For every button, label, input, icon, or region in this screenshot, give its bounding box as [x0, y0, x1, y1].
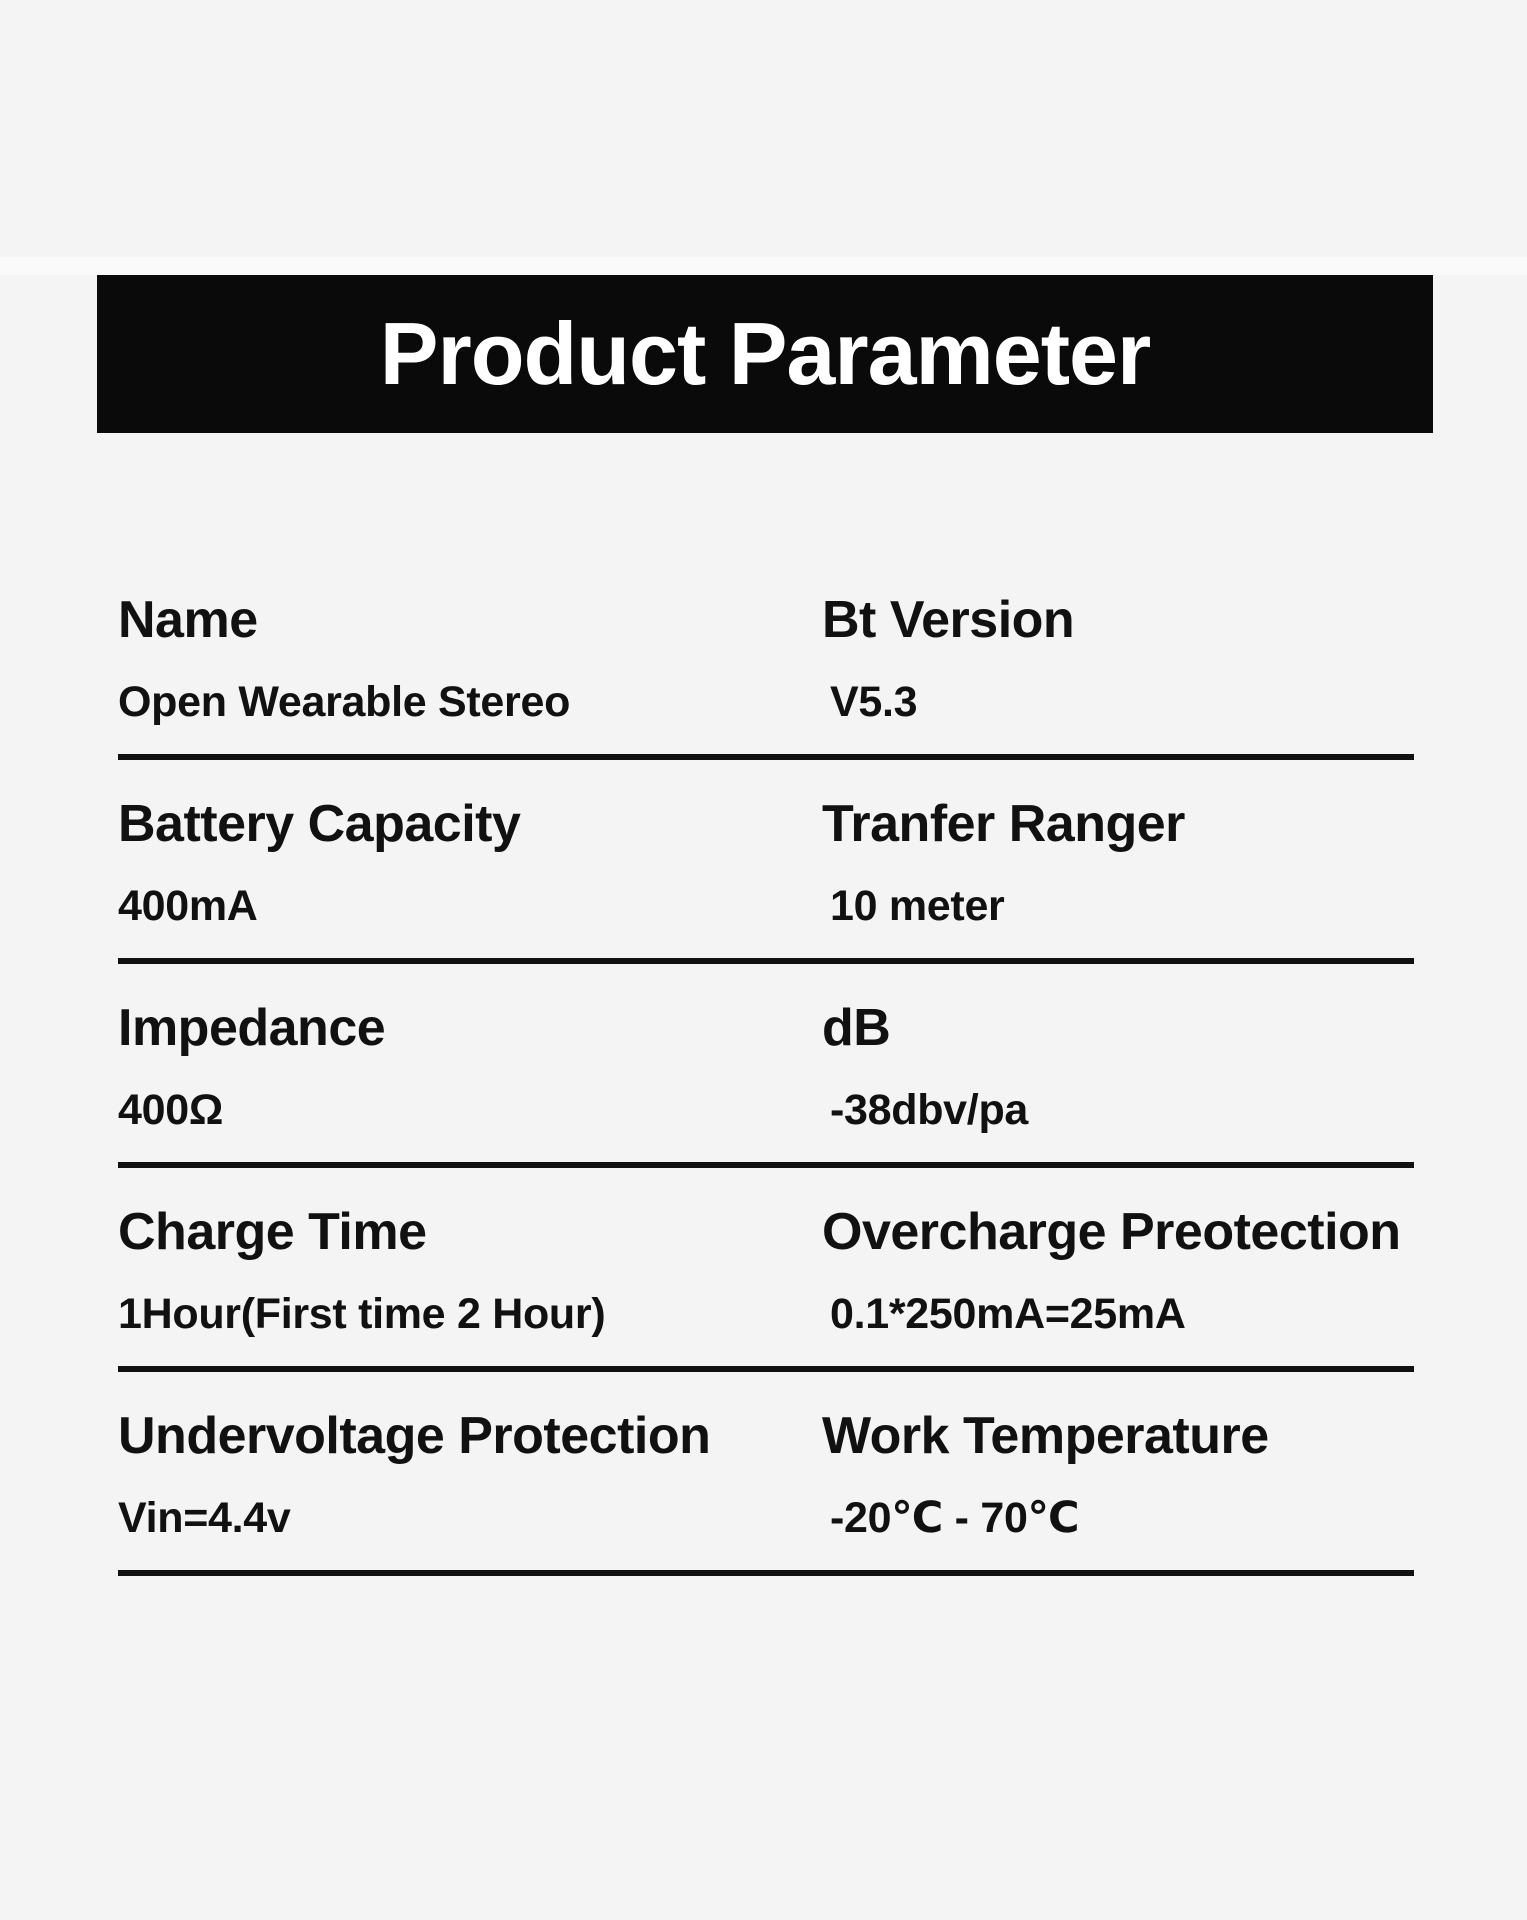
- spec-label: Name: [118, 591, 258, 649]
- spec-value: 1Hour(First time 2 Hour): [118, 1290, 606, 1338]
- spec-row-battery-range: [118, 760, 1414, 964]
- spec-cell: [822, 794, 1414, 932]
- spec-row-impedance-db: [118, 964, 1414, 1168]
- spec-cell: [118, 998, 822, 1136]
- spec-value: -38dbv/pa: [830, 1086, 1029, 1134]
- page-title: Product Parameter: [379, 304, 1151, 403]
- spec-value: 0.1*250mA=25mA: [830, 1290, 1186, 1338]
- spec-value: 400Ω: [118, 1086, 224, 1134]
- spec-cell: [118, 794, 822, 932]
- banner-top-highlight: [0, 257, 1527, 275]
- spec-cell: [118, 590, 822, 728]
- spec-cell: [822, 590, 1414, 728]
- spec-cell: [118, 1202, 822, 1340]
- spec-value: Vin=4.4v: [118, 1494, 291, 1542]
- spec-value: -20℃ - 70℃: [830, 1494, 1080, 1542]
- spec-label: Impedance: [118, 999, 386, 1057]
- spec-label: Tranfer Ranger: [822, 795, 1185, 853]
- spec-table: [118, 556, 1414, 1576]
- spec-cell: [822, 1406, 1414, 1544]
- spec-cell: [118, 1406, 822, 1544]
- spec-cell: [822, 998, 1414, 1136]
- spec-label: dB: [822, 999, 891, 1057]
- spec-value: Open Wearable Stereo: [118, 678, 571, 726]
- title-banner: [97, 275, 1433, 433]
- spec-value: V5.3: [830, 678, 918, 726]
- spec-label: Overcharge Preotection: [822, 1203, 1401, 1261]
- spec-value: 10 meter: [830, 882, 1005, 930]
- spec-label: Undervoltage Protection: [118, 1407, 711, 1465]
- spec-row-undervoltage-temperature: [118, 1372, 1414, 1576]
- spec-row-charge-overcharge: [118, 1168, 1414, 1372]
- spec-label: Bt Version: [822, 591, 1075, 649]
- spec-label: Charge Time: [118, 1203, 427, 1261]
- spec-cell: [822, 1202, 1414, 1340]
- spec-label: Battery Capacity: [118, 795, 521, 853]
- spec-row-name-btversion: [118, 556, 1414, 760]
- spec-value: 400mA: [118, 882, 258, 930]
- spec-label: Work Temperature: [822, 1407, 1269, 1465]
